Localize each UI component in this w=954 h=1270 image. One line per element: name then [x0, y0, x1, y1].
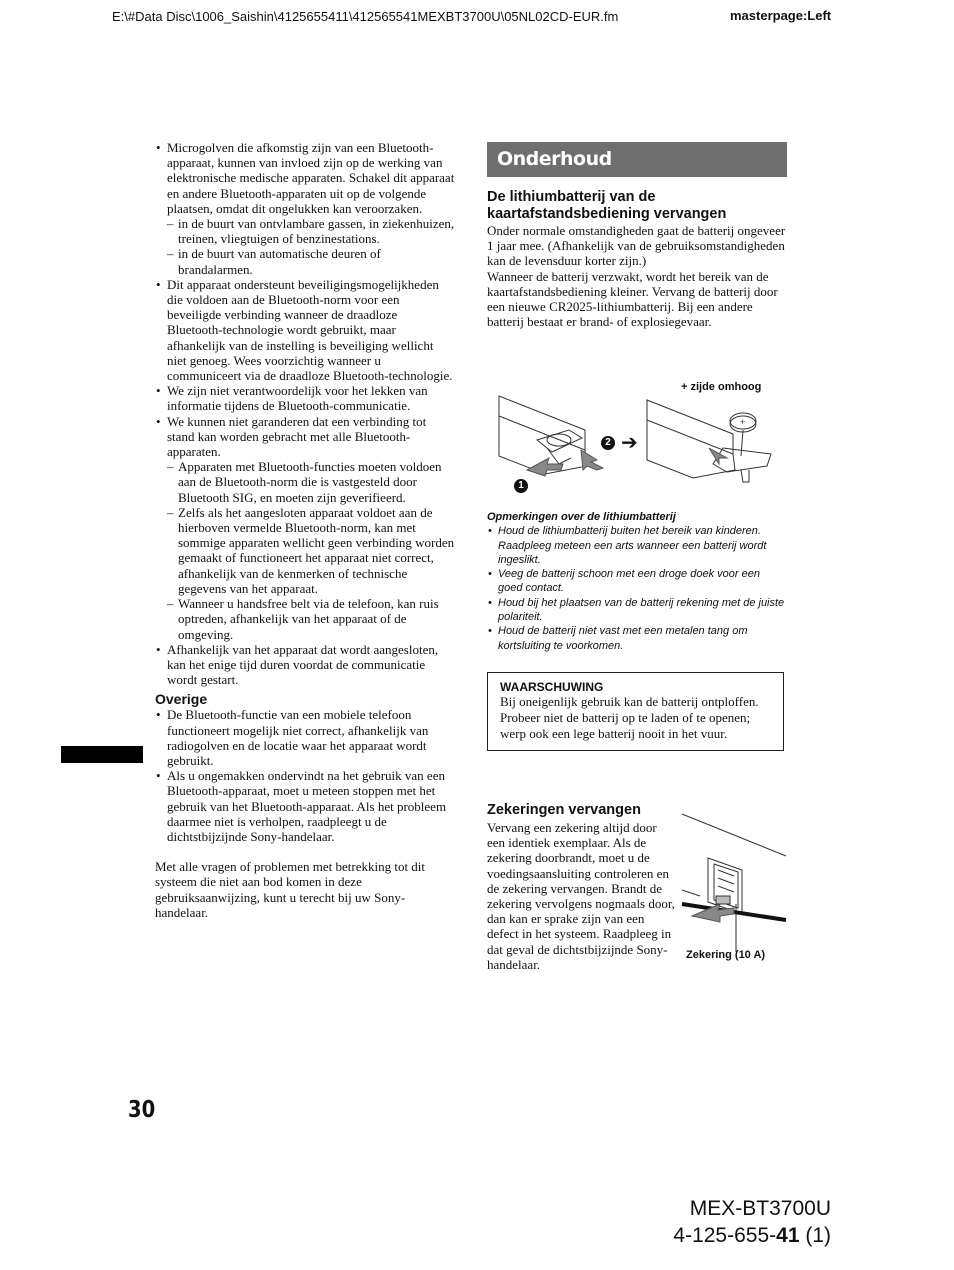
dash-item: – Zelfs als het aangesloten apparaat voldoet aan de hierboven vermelde Bluetooth-norm, kan met sommige apparaten wellicht geen verbinding worden gemaakt of functioneert het apparaat niet correct, afhankelijk van de kenmerken of technische gegevens van het apparaat. [167, 505, 455, 596]
dash-item: – Apparaten met Bluetooth-functies moeten voldoen aan de Bluetooth-norm die is vastgesteld door Bluetooth SIG, en moeten zijn geverifieerd. [167, 459, 455, 505]
list-item: • Houd bij het plaatsen van de batterij rekening met de juiste polariteit. [487, 596, 787, 625]
right-column [487, 142, 787, 329]
file-path-header: E:\#Data Disc\1006_Saishin\4125655411\412565541MEXBT3700U\05NL02CD-EUR.fm [112, 9, 619, 24]
masterpage-label: masterpage:Left [730, 8, 832, 23]
battery-notes [487, 510, 787, 653]
notes-list [487, 524, 787, 653]
list-item [155, 414, 455, 642]
step-1-badge: 1 [514, 479, 528, 493]
warning-paragraph-1: Bij oneigenlijk gebruik kan de batterij ontploffen. [500, 694, 759, 709]
battery-replacement-figure [487, 378, 787, 498]
list-item: • We zijn niet verantwoordelijk voor het lekken van informatie tijdens de Bluetooth-communicatie. [155, 383, 455, 413]
warning-container [487, 652, 784, 751]
list-item [155, 140, 455, 277]
warning-paragraph-2: Probeer niet de batterij op te laden of te openen; werp ook een lege batterij nooit in het vuur. [500, 710, 751, 741]
battery-heading: De lithiumbatterij van de kaartafstandsbediening vervangen [487, 189, 727, 222]
arrow-right-icon: ➔ [621, 430, 638, 454]
list-item-text: We kunnen niet garanderen dat een verbinding tot stand kan worden gebracht met alle Bluetooth-apparaten. [167, 413, 427, 460]
part-number [653, 1222, 831, 1249]
dash-item: – in de buurt van automatische deuren of brandalarmen. [167, 246, 455, 276]
other-list [155, 707, 455, 844]
list-item: • Afhankelijk van het apparaat dat wordt aangesloten, kan het enige tijd duren voordat de communicatie wordt gestart. [155, 642, 455, 688]
list-item: • Dit apparaat ondersteunt beveiligingsmogelijkheden die voldoen aan de Bluetooth-norm voor een beveiligde verbinding wanneer de draadloze Bluetooth-technologie wordt gebruikt, maar afhankelijk van de instelling is beveiliging wellicht niet genoeg. Wees voorzichtig wanneer u communiceert via de draadloze Bluetooth-technologie. [155, 277, 455, 383]
fuse-paragraph: Vervang een zekering altijd door een identiek exemplaar. Als de zekering doorbrandt, moet u de voedingsaansluiting controleren en de zekering vervangen. Brandt de zekering vervolgens nogmaals door, dan kan er sprake zijn van een defect in het systeem. Raadpleeg in dat geval de dichtstbijzijnde Sony-handelaar. [487, 820, 675, 972]
left-column [155, 140, 455, 920]
warning-title: WAARSCHUWING [500, 680, 604, 694]
section-title-maintenance: Onderhoud [487, 142, 787, 177]
step-2-badge: 2 [601, 436, 615, 450]
dash-list [167, 459, 455, 641]
dash-list [167, 216, 455, 277]
other-heading: Overige [155, 691, 208, 708]
bluetooth-precautions-list [155, 140, 455, 687]
notes-heading: Opmerkingen over de lithiumbatterij [487, 511, 676, 523]
part-number-suffix: (1) [799, 1224, 831, 1247]
side-up-label: + zijde omhoog [681, 381, 762, 393]
battery-paragraph-2: Wanneer de batterij verzwakt, wordt het bereik van de kaartafstandsbediening kleiner. Vervang de batterij door een nieuwe CR2025-lithiumbatterij. Bij een andere batterij bestaat er brand- of explosiegevaar. [487, 268, 778, 330]
section-tab-marker [61, 746, 143, 763]
part-number-prefix: 4-125-655- [673, 1224, 777, 1247]
list-item: • Veeg de batterij schoon met een droge doek voor een goed contact. [487, 567, 787, 596]
closing-paragraph: Met alle vragen of problemen met betrekking tot dit systeem die niet aan bod komen in deze gebruiksaanwijzing, kunt u terecht bij uw Sony-handelaar. [155, 859, 426, 920]
fuse-heading: Zekeringen vervangen [487, 802, 641, 818]
battery-paragraph-1: Onder normale omstandigheden gaat de batterij ongeveer 1 jaar mee. (Afhankelijk van de gebruiksomstandigheden kan de levensduur korter zijn.) [487, 223, 786, 269]
fuse-figure [680, 812, 790, 972]
dash-item: – in de buurt van ontvlambare gassen, in ziekenhuizen, treinen, vliegtuigen of benzinestations. [167, 216, 455, 246]
fuse-label: Zekering (10 A) [686, 949, 766, 961]
list-item: • Houd de lithiumbatterij buiten het bereik van kinderen. Raadpleeg meteen een arts wanneer een batterij wordt ingeslikt. [487, 524, 787, 567]
fuse-illustration [680, 812, 790, 952]
list-item: • De Bluetooth-functie van een mobiele telefoon functioneert mogelijk niet correct, afhankelijk van radiogolven en de locatie waar het apparaat wordt gebruikt. [155, 707, 455, 768]
list-item: • Als u ongemakken ondervindt na het gebruik van een Bluetooth-apparaat, moet u meteen stoppen met het gebruik van het Bluetooth-apparaat. Als het probleem daarmee niet is verholpen, raadpleegt u de dichtstbijzijnde Sony-handelaar. [155, 768, 455, 844]
warning-box [487, 672, 784, 751]
part-number-bold: 41 [776, 1224, 800, 1247]
dash-item: – Wanneer u handsfree belt via de telefoon, kan ruis optreden, afhankelijk van het apparaat of de omgeving. [167, 596, 455, 642]
model-name: MEX-BT3700U [689, 1197, 831, 1220]
svg-text:+: + [740, 417, 746, 427]
list-item-text: Microgolven die afkomstig zijn van een Bluetooth-apparaat, kunnen van invloed zijn op de werking van elektronische medische apparaten. Schakel dit apparaat en andere Bluetooth-apparaten uit op de volgende plaatsen, omdat dit ongelukken kan veroorzaken. [167, 140, 455, 216]
model-info [653, 1195, 831, 1249]
page-number: 30 [128, 1097, 156, 1123]
list-item: • Houd de batterij niet vast met een metalen tang om kortsluiting te voorkomen. [487, 624, 787, 653]
